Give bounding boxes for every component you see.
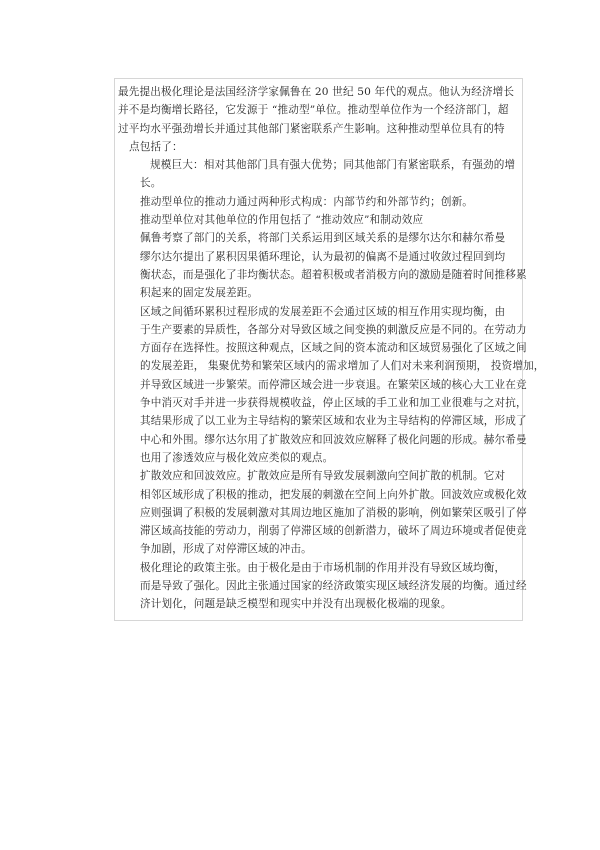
- text-line: 济计划化，问题是缺乏模型和现实中并没有出现极化极端的现象。: [140, 598, 452, 611]
- text-line: 推动型单位对其他单位的作用包括了 “推动效应”和制动效应: [140, 214, 424, 227]
- text-line: 并导致区域进一步繁荣。而停滞区域会进一步衰退。在繁荣区域的核心大工业在竞: [140, 378, 527, 391]
- text-line: 扩散效应和回波效应。扩散效应是所有导致发展刺激向空间扩散的机制。它对: [140, 470, 506, 483]
- text-line: 也用了渗透效应与极化效应类似的观点。: [140, 451, 334, 464]
- text-line: 并不是均衡增长路径，它发源于 “推动型”单位。推动型单位作为一个经济部门，超: [118, 104, 509, 117]
- text-line: 长。: [140, 177, 162, 190]
- text-line: 滞区域高技能的劳动力，削弱了停滞区域的创新潜力，破坏了周边环境或者促使竞: [140, 525, 527, 538]
- text-line: 的发展差距， 集聚优势和繁荣区域内的需求增加了人们对未来利润预期， 投资增加，: [140, 360, 545, 373]
- text-line: 推动型单位的推动力通过两种形式构成：内部节约和外部节约；创新。: [140, 195, 474, 208]
- text-line: 争加剧，形成了对停滞区域的冲击。: [140, 543, 312, 556]
- text-line: 而是导致了强化。因此主张通过国家的经济政策实现区域经济发展的均衡。通过经: [140, 580, 527, 593]
- text-line: 缪尔达尔提出了累积因果循环理论，认为最初的偏离不是通过收敛过程回到均: [140, 250, 506, 263]
- text-line: 于生产要素的异质性，各部分对导致区域之间变换的刺激反应是不同的。在劳动力: [140, 323, 527, 336]
- text-line: 中心和外围。缪尔达尔用了扩散效应和回波效应解释了极化问题的形成。赫尔希曼: [140, 433, 527, 446]
- text-line: 其结果形成了以工业为主导结构的繁荣区域和农业为主导结构的停滞区域，形成了: [140, 415, 527, 428]
- text-line: 过平均水平强劲增长并通过其他部门紧密联系产生影响。这种推动型单位具有的特: [118, 122, 505, 135]
- text-line: 规模巨大：相对其他部门具有强大优势；同其他部门有紧密联系，有强劲的增: [150, 159, 516, 172]
- text-line: 衡状态，而是强化了非均衡状态。超着积极或者消极方向的激励是随着时间推移累: [140, 268, 527, 281]
- text-line: 最先提出极化理论是法国经济学家佩鲁在 20 世纪 50 年代的观点。他认为经济增长: [118, 86, 515, 98]
- document-body: [118, 83, 545, 614]
- text-line: 争中消灭对手并进一步获得规模收益，停止区域的手工业和加工业很难与之对抗，: [140, 397, 527, 410]
- text-line: 区域之间循环累积过程形成的发展差距不会通过区域的相互作用实现均衡，由: [140, 305, 506, 318]
- text-line: 极化理论的政策主张。由于极化是由于市场机制的作用并没有导致区域均衡，: [140, 561, 506, 574]
- text-line: 方面存在选择性。按照这种观点，区域之间的资本流动和区域贸易强化了区域之间: [140, 342, 527, 355]
- text-line: 点包括了：: [129, 140, 183, 153]
- text-line: 佩鲁考察了部门的关系，将部门关系运用到区域关系的是缪尔达尔和赫尔希曼: [140, 232, 506, 245]
- text-line: 应则强调了积极的发展刺激对其周边地区施加了消极的影响，例如繁荣区吸引了停: [140, 506, 527, 519]
- text-line: 积起来的固定发展差距。: [140, 287, 259, 300]
- text-line: 相邻区域形成了积极的推动，把发展的刺激在空间上向外扩散。回波效应或极化效: [140, 488, 527, 501]
